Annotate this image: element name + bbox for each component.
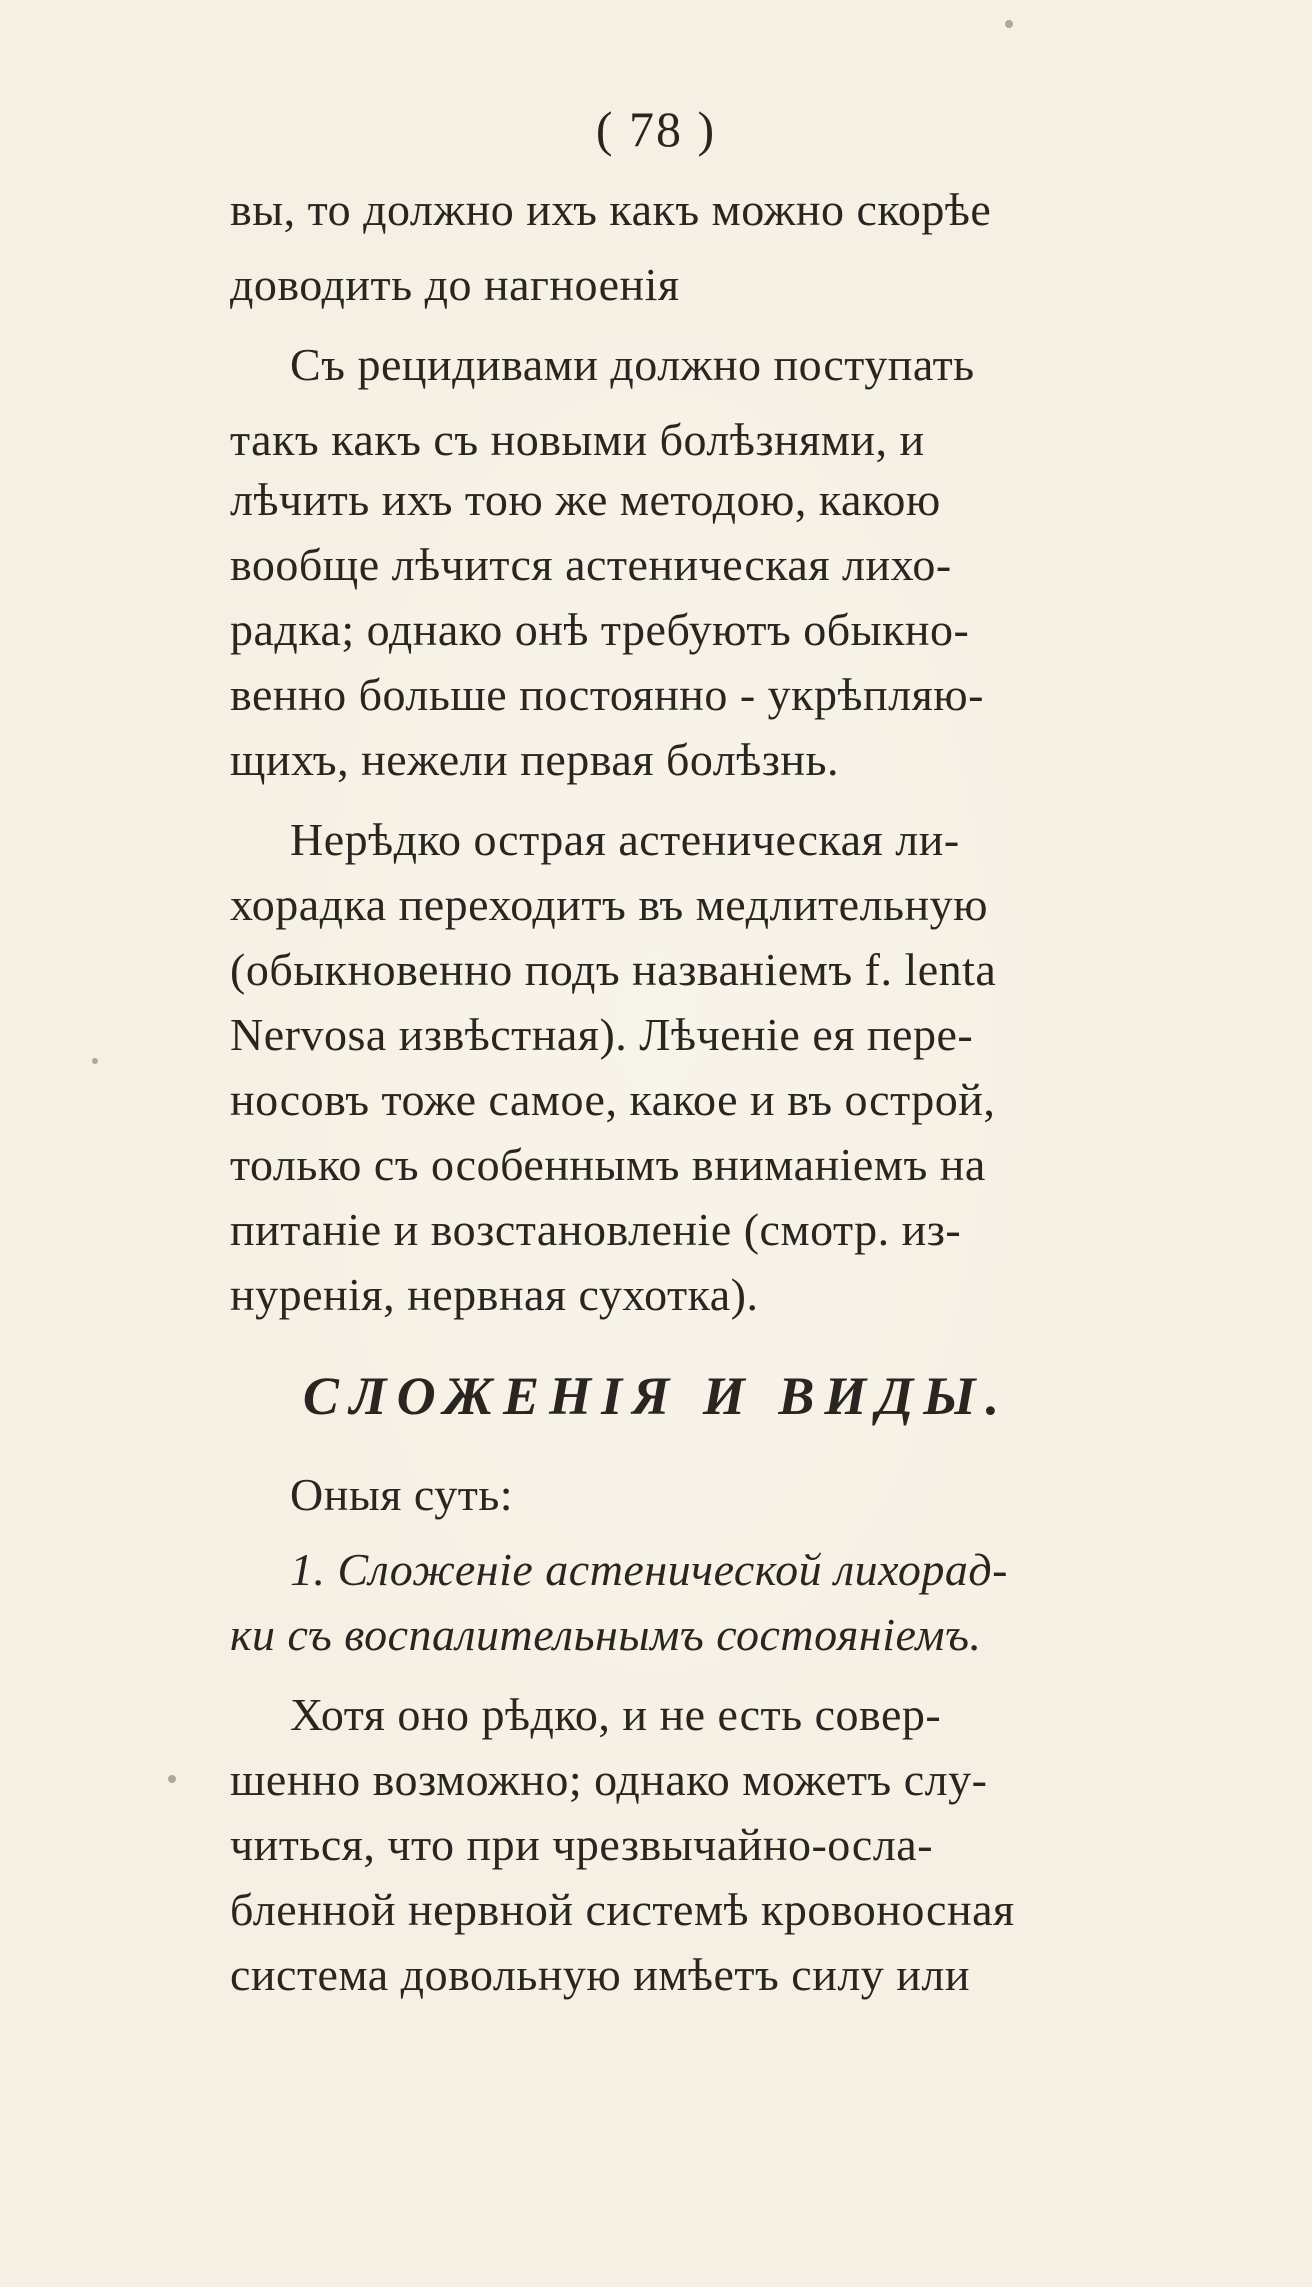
text-line: венно больше постоянно - укрѣпляю-	[230, 669, 984, 720]
text-line: бленной нервной системѣ кровоносная	[230, 1884, 1015, 1935]
text-line-italic: ки съ воспалительнымъ состояніемъ.	[230, 1609, 982, 1660]
text-line: носовъ тоже самое, какое и въ острой,	[230, 1074, 996, 1125]
text-line-italic: 1. Сложеніе астенической лихорад-	[290, 1544, 1008, 1595]
text-line: радка; однако онѣ требуютъ обыкно-	[230, 604, 970, 655]
paper-speck	[168, 1775, 176, 1783]
text-line: вы, то должно ихъ какъ можно скорѣе	[230, 184, 992, 235]
paper-speck	[92, 1058, 98, 1064]
text-line: Оныя суть:	[290, 1469, 514, 1520]
text-line: Хотя оно рѣдко, и не есть совер-	[290, 1689, 942, 1740]
text-line: доводить до нагноенія	[230, 259, 680, 310]
text-line: Nervosa извѣстная). Лѣченіе ея пере-	[230, 1009, 974, 1060]
text-line: хорадка переходитъ въ медлительную	[230, 879, 989, 930]
text-line: вообще лѣчится астеническая лихо-	[230, 539, 952, 590]
text-line: система довольную имѣетъ силу или	[230, 1949, 970, 2000]
text-line: только съ особеннымъ вниманіемъ на	[230, 1139, 986, 1190]
page-number: ( 78 )	[595, 101, 717, 157]
text-line: Съ рецидивами должно поступать	[290, 339, 975, 390]
text-line: Нерѣдко острая астеническая ли-	[290, 814, 960, 865]
paper-speck	[1005, 20, 1013, 28]
section-heading: СЛОЖЕНІЯ И ВИДЫ.	[302, 1366, 1010, 1426]
text-line: лѣчить ихъ тою же методою, какою	[230, 474, 941, 525]
text-line: такъ какъ съ новыми болѣзнями, и	[230, 414, 925, 465]
text-line: читься, что при чрезвычайно-осла-	[230, 1819, 934, 1870]
text-line: (обыкновенно подъ названіемъ f. lenta	[230, 944, 997, 995]
text-line: шенно возможно; однако можетъ слу-	[230, 1754, 988, 1805]
text-line: питаніе и возстановленіе (смотр. из-	[230, 1204, 962, 1255]
text-line: щихъ, нежели первая болѣзнь.	[230, 734, 839, 785]
text-line: нуренія, нервная сухотка).	[230, 1269, 759, 1320]
